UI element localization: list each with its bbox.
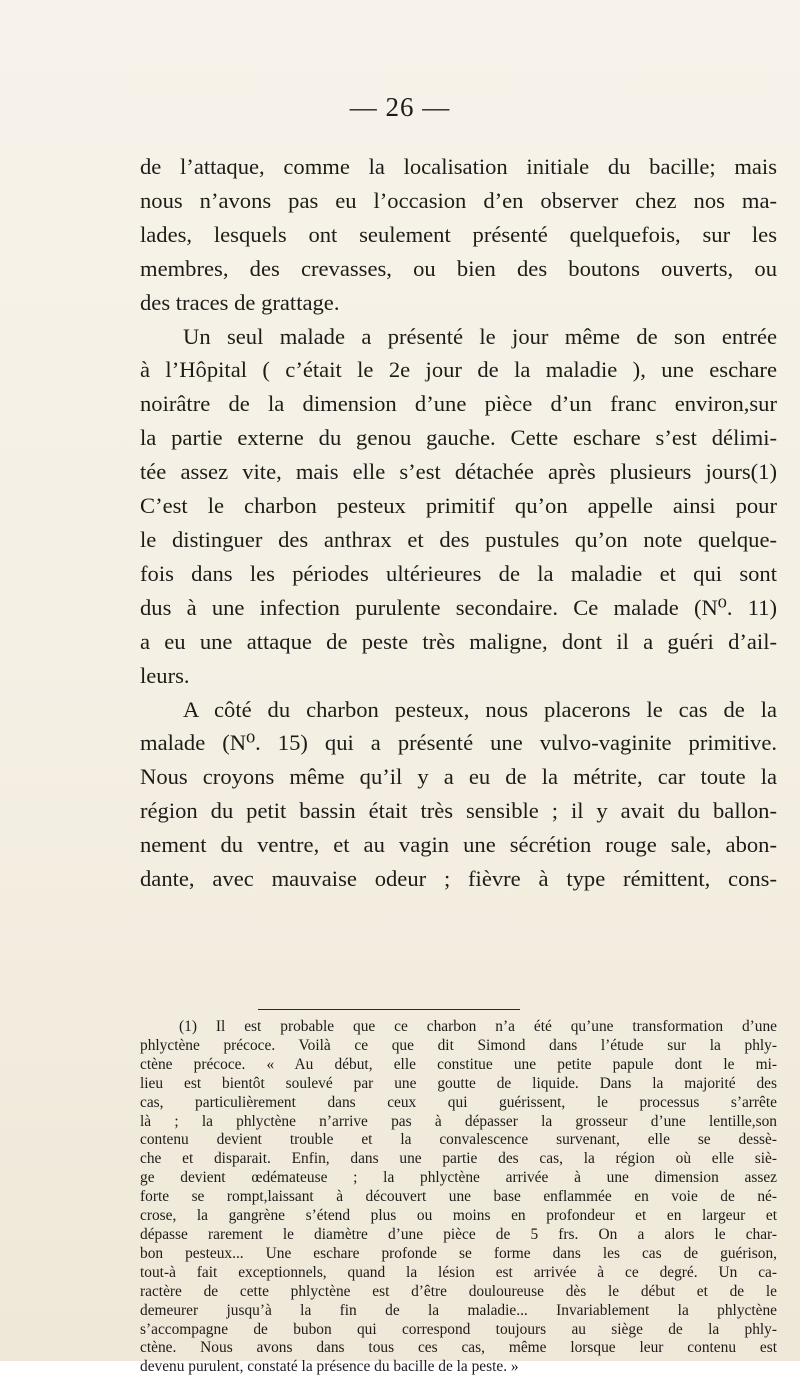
footnote-line: là ; la phlyctène n’arrive pas à dépasser la grosseur d’une lentille,son <box>140 1112 777 1130</box>
main-text <box>140 150 777 896</box>
page-number: — 26 — <box>349 92 451 122</box>
footnote-line: (1) Il est probable que ce charbon n’a été qu’une transformation d’une <box>179 1018 777 1035</box>
body-line: noirâtre de la dimension d’une pièce d’un franc environ,sur <box>140 391 777 417</box>
body-line: Un seul malade a présenté le jour même de son entrée <box>183 323 777 349</box>
body-line: A côté du charbon pesteux, nous placerons le cas de la <box>183 696 777 722</box>
footnote-line: phlyctène précoce. Voilà ce que dit Simond dans l’étude sur la phly- <box>140 1036 777 1054</box>
body-line: Nous croyons même qu’il y a eu de la métrite, car toute la <box>140 764 777 790</box>
body-line: lades, lesquels ont seulement présenté quelquefois, sur les <box>140 221 777 247</box>
footnote-line: tout-à fait exceptionnels, quand la lésion est arrivée à ce degré. Un ca- <box>140 1263 777 1281</box>
footnote-line: s’accompagne de bubon qui correspond toujours au siège de la phly- <box>140 1320 777 1338</box>
body-line: à l’Hôpital ( c’était le 2e jour de la maladie ), une eschare <box>140 357 777 383</box>
footnote-line: ctène. Nous avons dans tous ces cas, même lorsque leur contenu est <box>140 1339 777 1357</box>
body-line: membres, des crevasses, ou bien des boutons ouverts, ou <box>140 255 777 281</box>
body-line: des traces de grattage. <box>140 289 340 315</box>
footnote-line: contenu devient trouble et la convalescence survenant, elle se dessè- <box>140 1131 777 1149</box>
body-line: le distinguer des anthrax et des pustules qu’on note quelque- <box>140 526 777 552</box>
body-line: tée assez vite, mais elle s’est détachée après plusieurs jours(1) <box>140 459 777 485</box>
body-line: région du petit bassin était très sensible ; il y avait du ballon- <box>140 798 777 824</box>
footnote-line: forte se rompt,laissant à découvert une base enflammée en voie de né- <box>140 1188 777 1206</box>
body-line: dante, avec mauvaise odeur ; fièvre à type rémittent, cons- <box>140 866 777 892</box>
footnote-line: ractère de cette phlyctène est d’être douloureuse dès le début et de le <box>140 1282 777 1300</box>
body-line: dus à une infection purulente secondaire. Ce malade (N⁰. 11) <box>140 594 777 620</box>
body-line: a eu une attaque de peste très maligne, dont il a guéri d’ail- <box>140 628 777 654</box>
footnote-line: ctène précoce. « Au début, elle constitue une petite papule dont le mi- <box>140 1055 777 1073</box>
footnote-line: che et disparait. Enfin, dans une partie des cas, la région où elle siè- <box>140 1150 777 1168</box>
footnote <box>140 1018 777 1377</box>
body-line: la partie externe du genou gauche. Cette eschare s’est délimi- <box>140 425 777 451</box>
footnote-line: ge devient œdémateuse ; la phlyctène arrivée à une dimension assez <box>140 1169 777 1187</box>
footnote-rule <box>258 1009 520 1010</box>
body-line: nement du ventre, et au vagin une sécrétion rouge sale, abon- <box>140 832 777 858</box>
body-line: fois dans les périodes ultérieures de la maladie et qui sont <box>140 560 777 586</box>
footnote-line: devenu purulent, constaté la présence du bacille de la peste. » <box>140 1358 519 1376</box>
footnote-line: crose, la gangrène s’étend plus ou moins en profondeur et en largeur et <box>140 1207 777 1225</box>
footnote-line: cas, particulièrement dans ceux qui guérissent, le processus s’arrête <box>140 1093 777 1111</box>
footnote-line: lieu est bientôt soulevé par une goutte de liquide. Dans la majorité des <box>140 1074 777 1092</box>
body-line: nous n’avons pas eu l’occasion d’en observer chez nos ma- <box>140 187 777 213</box>
body-line: malade (N⁰. 15) qui a présenté une vulvo-vaginite primitive. <box>140 730 777 756</box>
body-line: leurs. <box>140 662 190 688</box>
footnote-line: bon pesteux... Une eschare profonde se forme dans les cas de guérison, <box>140 1244 777 1262</box>
footnote-line: demeurer jusqu’à la fin de la maladie... Invariablement la phlyctène <box>140 1301 777 1319</box>
body-line: de l’attaque, comme la localisation initiale du bacille; mais <box>140 154 777 179</box>
footnote-line: dépasse rarement le diamètre d’une pièce de 5 frs. On a alors le char- <box>140 1225 777 1243</box>
body-line: C’est le charbon pesteux primitif qu’on appelle ainsi pour <box>140 493 777 519</box>
